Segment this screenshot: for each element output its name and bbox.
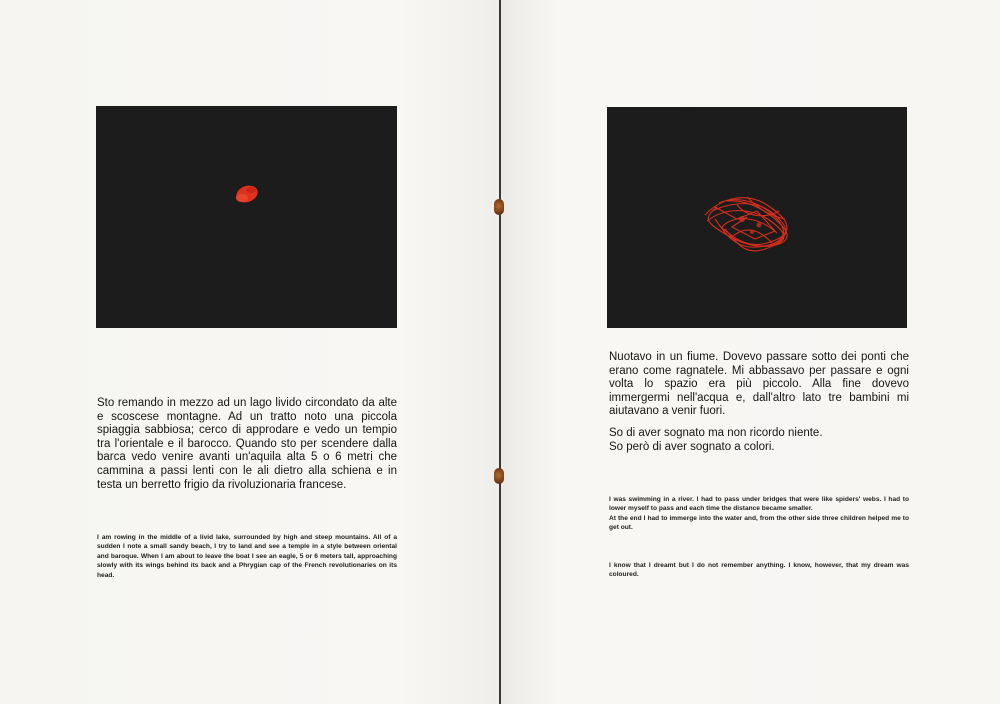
left-english-text: I am rowing in the middle of a livid lake, surrounded by high and steep mountains. All of a sudden I note a small sandy beach, I try to land and see a temple in a style between oriental and baroque. When I am about to leave the boat I see an eagle, 5 or 6 meters tall, approaching slowly with its wings behind its back and a Phrygian cap of the French revolutionaries on its head. <box>97 534 397 579</box>
staple-icon <box>494 199 504 215</box>
left-italian-text: Sto remando in mezzo ad un lago livido circondato da alte e scoscese montagne. Ad un tratto noto una piccola spiaggia sabbiosa; cerco di approdare e vedo un tempio tra l'orientale e il barocco. Quando sto per scendere dalla barca vedo venire avanti un'aquila alta 5 o 6 metri che cammina a passi lenti con le ali dietro alla schiena e in testa un berretto frigio da rivoluzionaria francese. <box>97 397 397 491</box>
staple-icon <box>494 468 504 484</box>
red-blob-icon <box>96 106 397 328</box>
right-english-text: I was swimming in a river. I had to pass under bridges that were like spiders' webs. I had to lower myself to pass and each time the distance became smaller. At the end I had to immerge into the water and, from the other side three children helped me to get out. <box>609 496 909 532</box>
book-spine <box>499 0 501 704</box>
right-english-text-2: I know that I dreamt but I do not remember anything. I know, however, that my dream was coloured. <box>609 562 909 579</box>
right-italian-text: Nuotavo in un fiume. Dovevo passare sotto dei ponti che erano come ragnatele. Mi abbassavo per passare e ogni volta lo spazio era più piccolo. Alla fine dovevo immergermi nell'acqua e, dall'altro lato tre bambini mi aiutavano a venir fuori. <box>609 351 909 418</box>
right-photo <box>607 107 907 328</box>
left-photo <box>96 106 397 328</box>
red-scribble-icon <box>607 107 907 328</box>
right-italian-text-2: So di aver sognato ma non ricordo niente. So però di aver sognato a colori. <box>609 427 823 453</box>
